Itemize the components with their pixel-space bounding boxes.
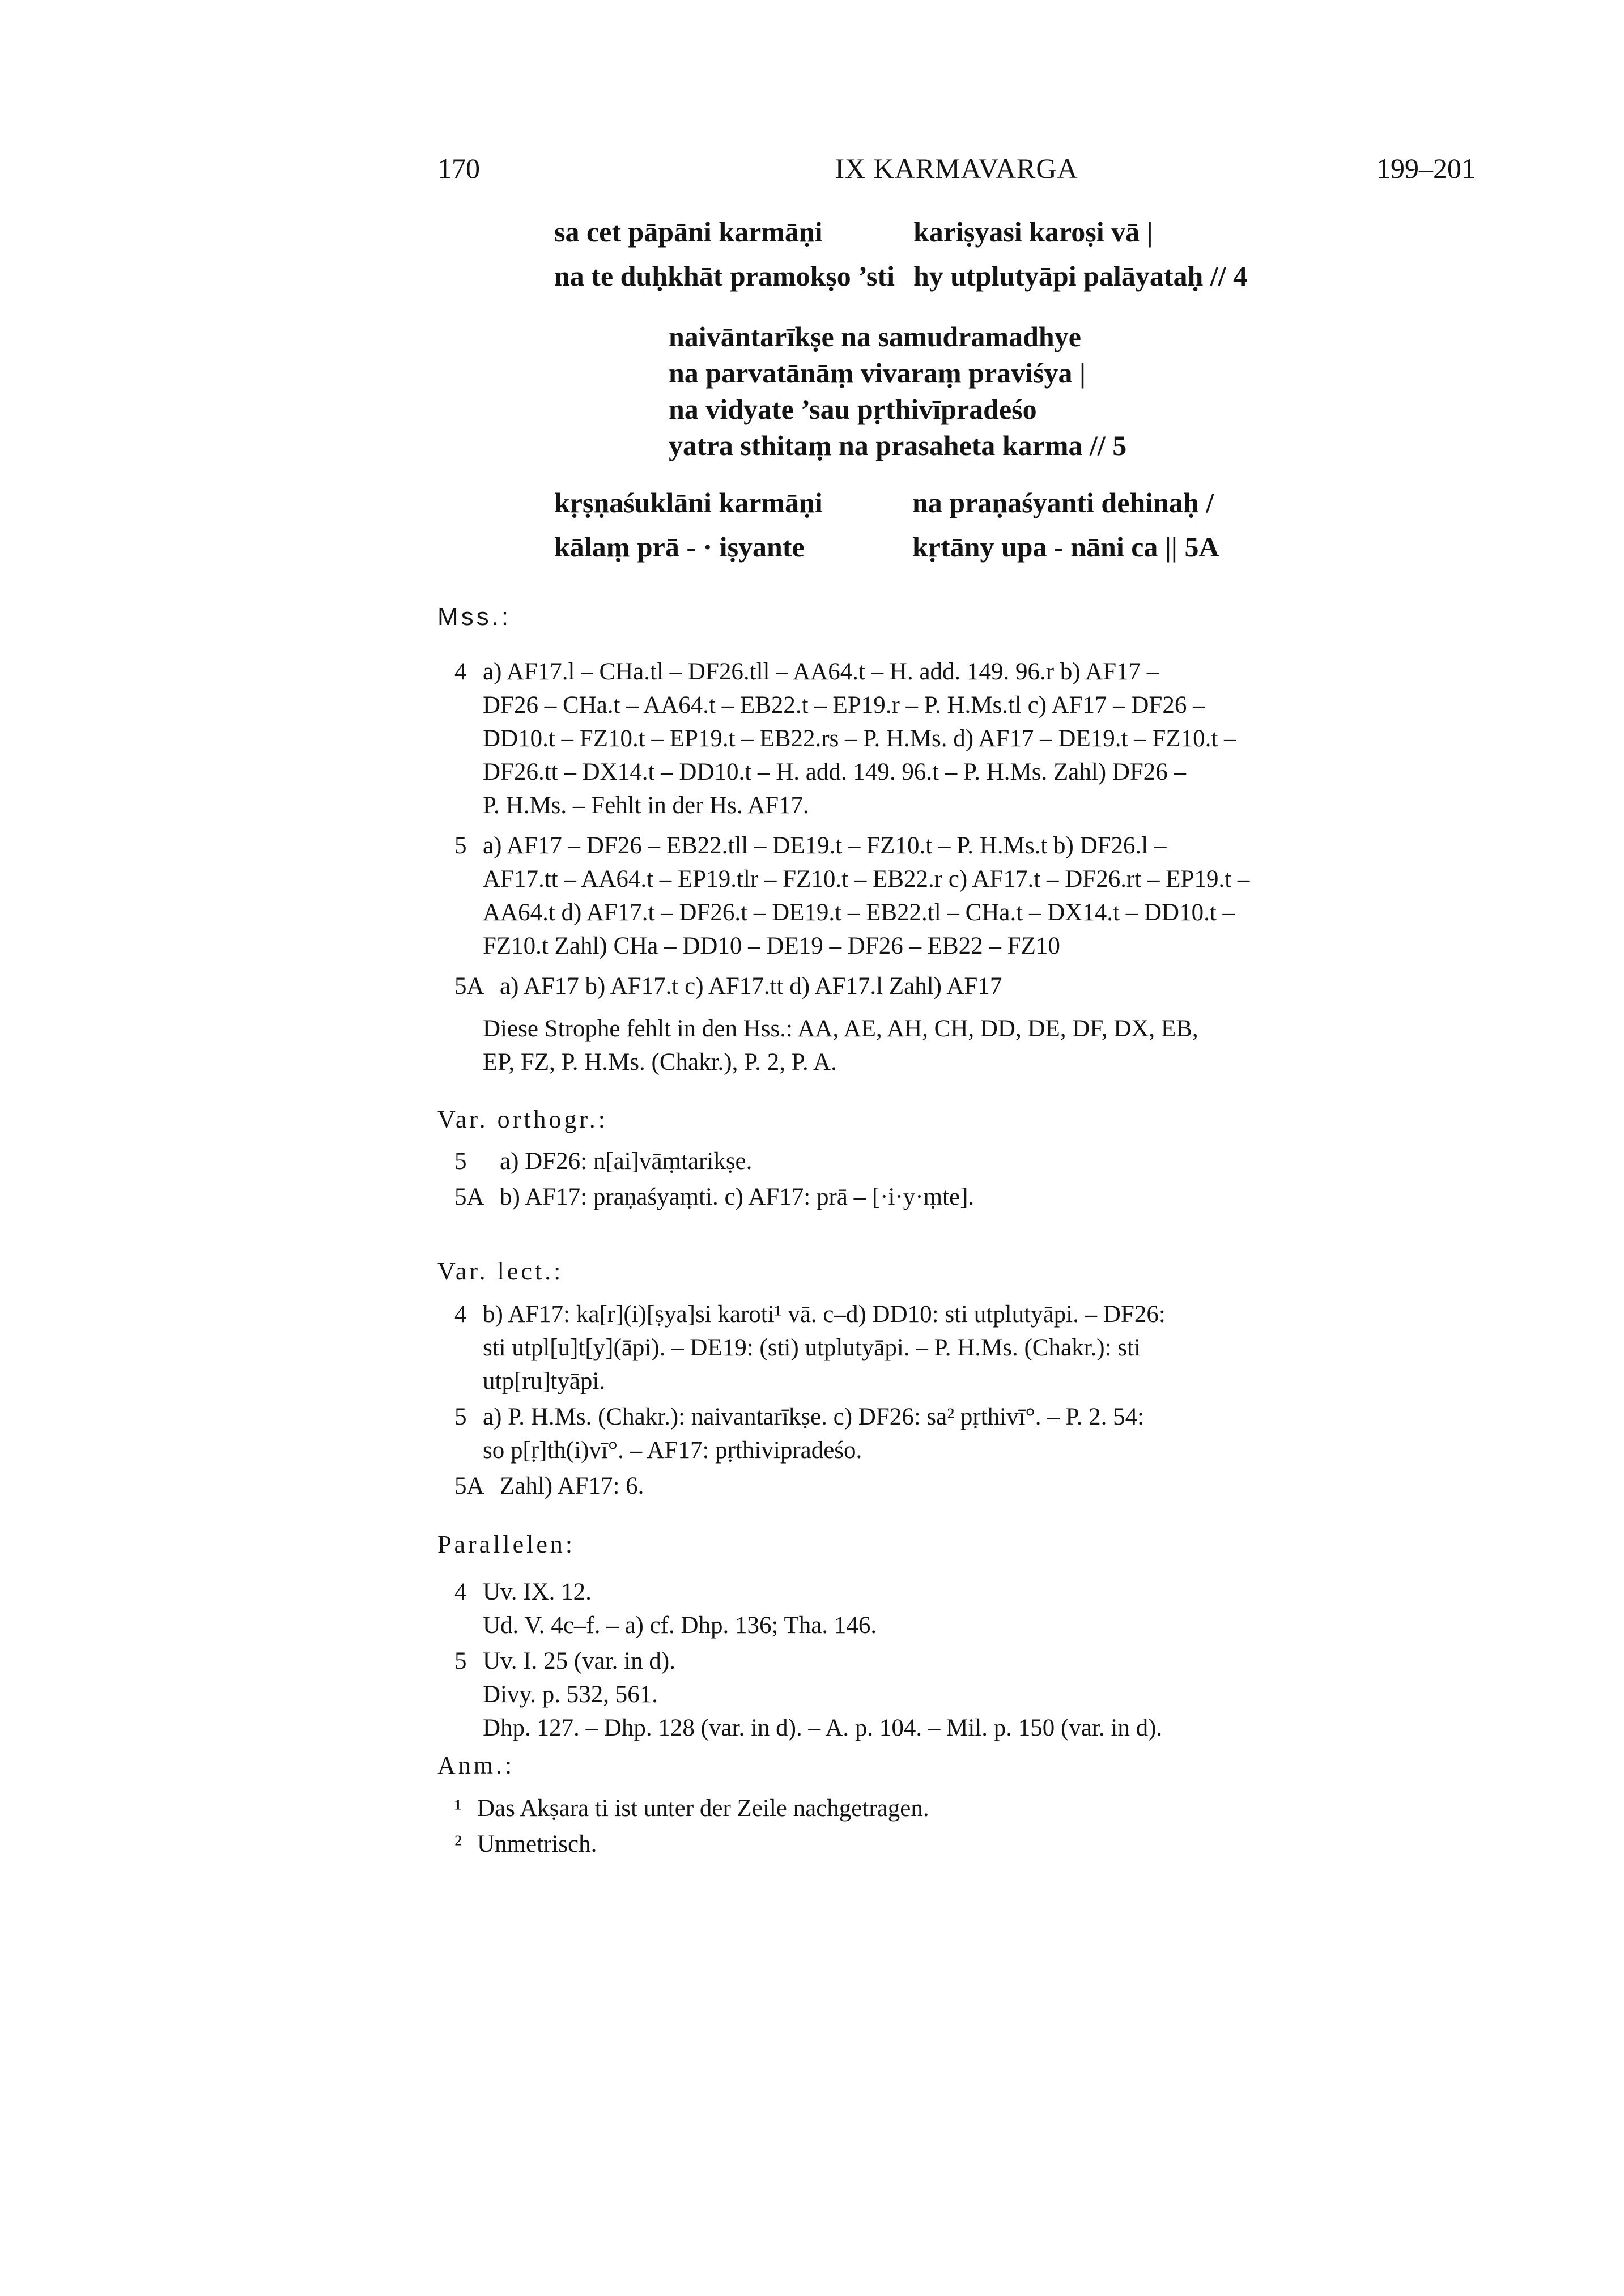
orth-line: a) DF26: n[ai]vāṃtarikṣe. [500,1148,753,1175]
parallel-line: Divy. p. 532, 561. [483,1681,658,1708]
entry-number: 5A [454,1473,484,1499]
mss-entry-5 [454,829,1486,963]
entry-number: 4 [454,1579,467,1605]
orth-line: b) AF17: praṇaśyaṃti. c) AF17: prā – [·i·y·ṃte]. [500,1184,975,1210]
mss-entry-4 [454,655,1486,822]
footnotes-block [454,1792,1486,1863]
entry-number: 4 [454,1301,467,1328]
mss-note-line: EP, FZ, P. H.Ms. (Chakr.), P. 2, P. A. [483,1049,837,1075]
footnote-text: Das Akṣara ti ist unter der Zeile nachgetragen. [477,1795,929,1822]
entry-number: 5 [454,1148,467,1175]
mss-note [454,1012,1486,1079]
running-title: IX KARMAVARGA [835,152,1078,184]
parallel-entry-4 [454,1575,1486,1642]
anm-heading: Anm.: [437,1751,515,1779]
verse-range: 199–201 [1376,152,1476,184]
mss-entry-5a [454,970,1486,1003]
entry-number: 4 [454,658,467,685]
mss-line: DF26.tt – DX14.t – DD10.t – H. add. 149. 96.t – P. H.Ms. Zahl) DF26 – [483,759,1187,785]
parallel-line: Dhp. 127. – Dhp. 128 (var. in d). – A. p. 104. – Mil. p. 150 (var. in d). [483,1715,1163,1741]
verse-5 [669,320,1126,465]
lect-line: b) AF17: ka[r](i)[ṣya]si karoti¹ vā. c–d) DD10: sti utplutyāpi. – DF26: [483,1301,1166,1328]
footnote-mark: ² [454,1831,462,1857]
var-lect-heading: Var. lect.: [437,1257,564,1285]
mss-line: a) AF17 b) AF17.t c) AF17.tt d) AF17.l Zahl) AF17 [500,973,1002,1000]
verse-pada-cd: na praṇaśyanti dehinaḥ / [912,487,1214,518]
verse-line: naivāntarīkṣe na samudramadhye [669,321,1081,352]
footnote-text: Unmetrisch. [477,1831,597,1857]
mss-line: P. H.Ms. – Fehlt in der Hs. AF17. [483,792,809,819]
mss-line: AA64.t d) AF17.t – DF26.t – DE19.t – EB22.tl – CHa.t – DX14.t – DD10.t – [483,899,1235,926]
lect-entry-5a [454,1469,1486,1503]
entry-number: 5A [454,1184,484,1210]
entry-number: 5 [454,832,467,859]
var-orthogr-block [454,1145,1486,1216]
verse-pada-ab: sa cet pāpāni karmāṇi [554,216,823,248]
parallel-line: Uv. I. 25 (var. in d). [483,1648,675,1674]
verse-pada-ab: kṛṣṇaśuklāni karmāṇi [554,487,823,518]
verse-pada-cd: kṛtāny upa - nāni ca || 5A [912,531,1219,563]
mss-line: a) AF17.l – CHa.tl – DF26.tll – AA64.t – H. add. 149. 96.r b) AF17 – [483,658,1159,685]
page-number: 170 [437,152,480,184]
lect-entry-4 [454,1298,1486,1398]
lect-entry-5 [454,1400,1486,1467]
lect-line: utp[ru]tyāpi. [483,1368,606,1394]
lect-line: sti utpl[u]t[y](āpi). – DE19: (sti) utplutyāpi. – P. H.Ms. (Chakr.): sti [483,1334,1141,1361]
entry-number: 5A [454,973,484,1000]
mss-line: DD10.t – FZ10.t – EP19.t – EB22.rs – P. H.Ms. d) AF17 – DE19.t – FZ10.t – [483,725,1236,752]
parallelen-block [454,1575,1486,1747]
page-header [437,152,1476,192]
parallel-line: Ud. V. 4c–f. – a) cf. Dhp. 136; Tha. 146. [483,1612,877,1639]
verse-pada-cd: hy utplutyāpi palāyataḥ // 4 [913,260,1248,292]
parallelen-heading: Parallelen: [437,1530,576,1558]
footnote [454,1792,1486,1825]
entry-number: 5 [454,1648,467,1674]
parallel-line: Uv. IX. 12. [483,1579,592,1605]
lect-line: Zahl) AF17: 6. [500,1473,644,1499]
verse-pada-ab: na te duḥkhāt pramokṣo ’sti [554,260,895,292]
verse-pada-ab: kālaṃ prā - · iṣyante [554,531,805,563]
entry-number: 5 [454,1404,467,1430]
verse-pada-cd: kariṣyasi karoṣi vā | [913,216,1153,248]
orth-entry [454,1145,1486,1178]
footnote [454,1827,1486,1861]
var-orthogr-heading: Var. orthogr.: [437,1106,608,1133]
mss-line: a) AF17 – DF26 – EB22.tll – DE19.t – FZ10.t – P. H.Ms.t b) DF26.l – [483,832,1167,859]
orth-entry [454,1180,1486,1214]
lect-line: so p[ṛ]th(i)vī°. – AF17: pṛthivipradeśo. [483,1437,862,1464]
mss-line: DF26 – CHa.t – AA64.t – EB22.t – EP19.r – P. H.Ms.tl c) AF17 – DF26 – [483,692,1205,718]
parallel-entry-5 [454,1644,1486,1745]
footnote-mark: ¹ [454,1795,462,1822]
verse-line: na vidyate ’sau pṛthivīpradeśo [669,393,1037,425]
mss-line: AF17.tt – AA64.t – EP19.tlr – FZ10.t – EB22.r c) AF17.t – DF26.rt – EP19.t – [483,866,1250,892]
lect-line: a) P. H.Ms. (Chakr.): naivantarīkṣe. c) DF26: sa² pṛthivī°. – P. 2. 54: [483,1404,1145,1430]
mss-line: FZ10.t Zahl) CHa – DD10 – DE19 – DF26 – EB22 – FZ10 [483,933,1060,959]
verse-line: yatra sthitaṃ na prasaheta karma // 5 [669,430,1127,461]
mss-note-line: Diese Strophe fehlt in den Hss.: AA, AE, AH, CH, DD, DE, DF, DX, EB, [483,1015,1198,1042]
mss-block [454,655,1486,1081]
var-lect-block [454,1298,1486,1505]
verse-line: na parvatānāṃ vivaraṃ praviśya | [669,357,1086,389]
mss-heading: Mss.: [437,603,512,631]
